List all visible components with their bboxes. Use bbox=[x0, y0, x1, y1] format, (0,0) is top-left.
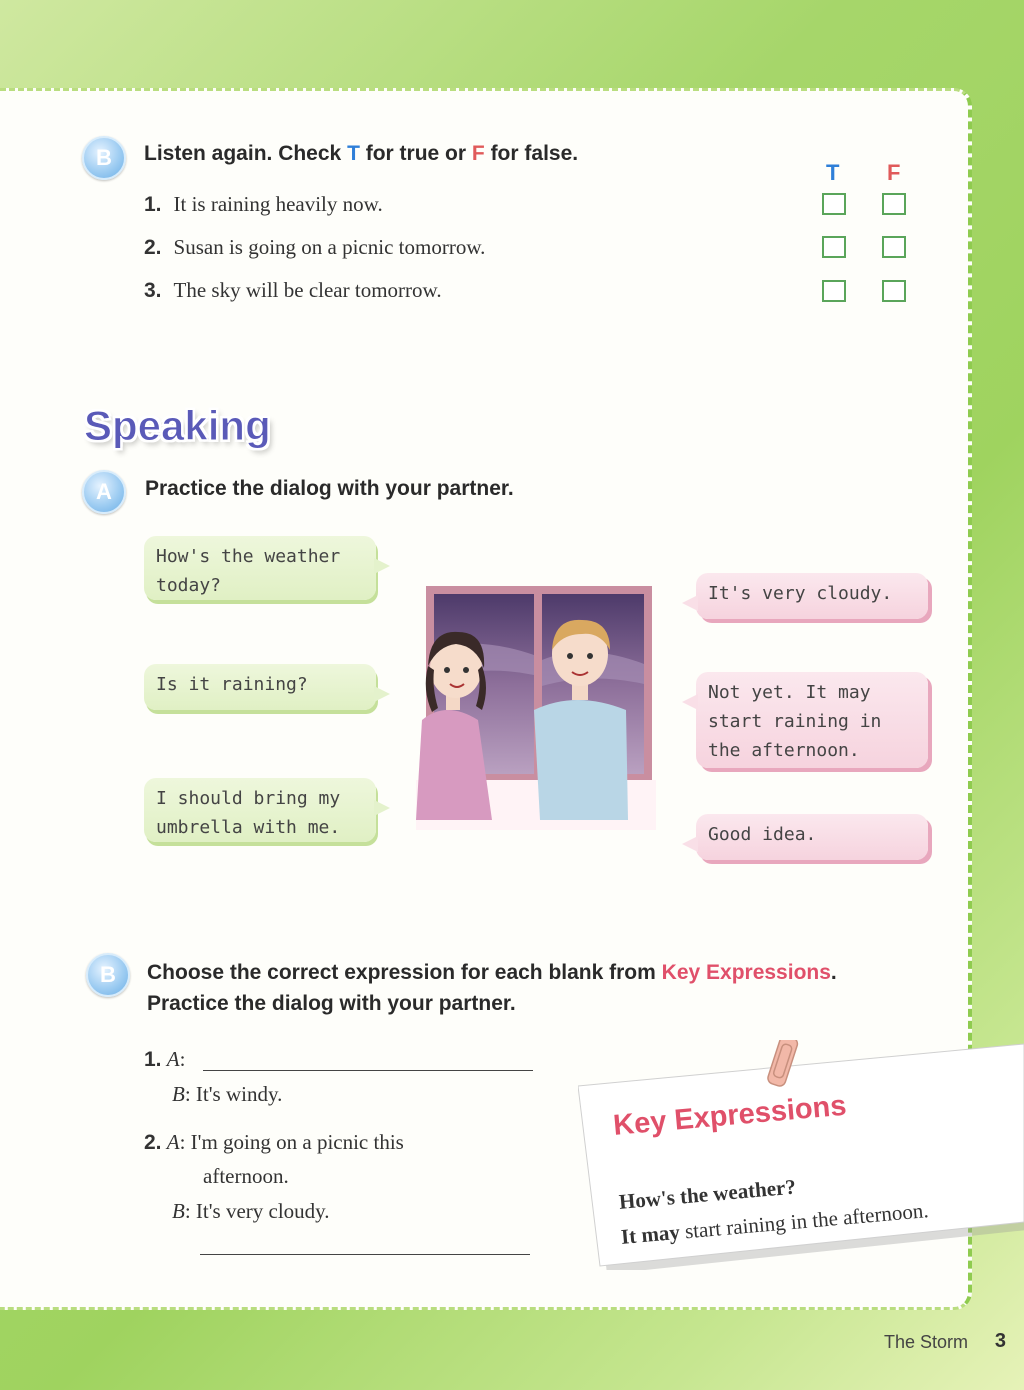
key-expressions-reference: Key Expressions bbox=[661, 961, 831, 984]
listening-instruction bbox=[144, 142, 578, 166]
false-checkbox-1[interactable] bbox=[882, 193, 906, 215]
expression-bold: It may bbox=[620, 1219, 681, 1249]
speaking-instruction: Practice the dialog with your partner. bbox=[145, 477, 514, 500]
expression-text: start raining in the afternoon. bbox=[678, 1198, 930, 1244]
instruction-text: Choose the correct expression for each blank from bbox=[147, 961, 662, 984]
column-header-false: F bbox=[887, 160, 901, 185]
speaker-a: A bbox=[166, 1130, 180, 1154]
dialog-2-line-a-cont: afternoon. bbox=[203, 1164, 289, 1188]
item-number: 2. bbox=[144, 236, 162, 259]
instruction-text: for false. bbox=[484, 142, 579, 165]
list-item bbox=[144, 235, 485, 260]
list-item bbox=[144, 192, 383, 217]
item-number: 1. bbox=[144, 193, 162, 216]
blank-line-2[interactable] bbox=[200, 1254, 530, 1255]
part-b-badge: B bbox=[82, 136, 126, 180]
item-text: The sky will be clear tomorrow. bbox=[173, 278, 442, 302]
dialog-number: 2. bbox=[144, 1131, 162, 1154]
item-text: Susan is going on a picnic tomorrow. bbox=[173, 235, 486, 259]
speech-bubble-green: How's the weather today? bbox=[144, 536, 376, 600]
true-letter: T bbox=[347, 142, 360, 165]
part-b-badge-speaking: B bbox=[86, 953, 130, 997]
speaker-a: A bbox=[166, 1047, 180, 1071]
dialog-text: : It's windy. bbox=[184, 1082, 283, 1106]
blank-line-1[interactable] bbox=[203, 1070, 533, 1071]
part-a-badge: A bbox=[82, 470, 126, 514]
column-header-true: T bbox=[826, 160, 840, 185]
item-number: 3. bbox=[144, 279, 162, 302]
dialog-illustration bbox=[416, 580, 656, 830]
dialog-text: : I'm going on a picnic this bbox=[179, 1130, 404, 1154]
key-expressions-title: Key Expressions bbox=[612, 1089, 848, 1142]
chapter-title: The Storm bbox=[883, 1332, 968, 1352]
instruction-text: . bbox=[830, 961, 837, 984]
speaker-b: B bbox=[172, 1199, 185, 1223]
dialog-2-line-a bbox=[144, 1130, 404, 1155]
speech-bubble-green: Is it raining? bbox=[144, 664, 376, 710]
dialog-number: 1. bbox=[144, 1048, 162, 1071]
speech-bubble-pink: It's very cloudy. bbox=[696, 573, 928, 619]
practice-instruction: Practice the dialog with your partner. bbox=[147, 992, 516, 1015]
dialog-2-line-b bbox=[172, 1199, 330, 1224]
speech-bubble-pink: Good idea. bbox=[696, 814, 928, 860]
true-checkbox-2[interactable] bbox=[822, 236, 846, 258]
item-text: It is raining heavily now. bbox=[173, 192, 383, 216]
section-title-speaking: Speaking bbox=[84, 402, 271, 449]
instruction-text: for true or bbox=[359, 142, 472, 165]
speaker-b: B bbox=[172, 1082, 185, 1106]
instruction-text: Listen again. Check bbox=[144, 142, 348, 165]
false-checkbox-3[interactable] bbox=[882, 280, 906, 302]
expression-text: How's the weather? bbox=[618, 1174, 797, 1214]
dialog-1-line-a: 1. A: bbox=[144, 1047, 186, 1071]
true-checkbox-1[interactable] bbox=[822, 193, 846, 215]
true-checkbox-3[interactable] bbox=[822, 280, 846, 302]
dialog-1-line-b bbox=[172, 1082, 282, 1107]
speech-bubble-green: I should bring my umbrella with me. bbox=[144, 778, 376, 842]
choose-instruction bbox=[147, 961, 837, 985]
list-item bbox=[144, 278, 442, 303]
dialog-text: : It's very cloudy. bbox=[184, 1199, 330, 1223]
speech-bubble-pink: Not yet. It may start raining in the afternoon. bbox=[696, 672, 928, 768]
false-checkbox-2[interactable] bbox=[882, 236, 906, 258]
page-number: 3 bbox=[994, 1330, 1006, 1352]
false-letter: F bbox=[471, 142, 485, 165]
